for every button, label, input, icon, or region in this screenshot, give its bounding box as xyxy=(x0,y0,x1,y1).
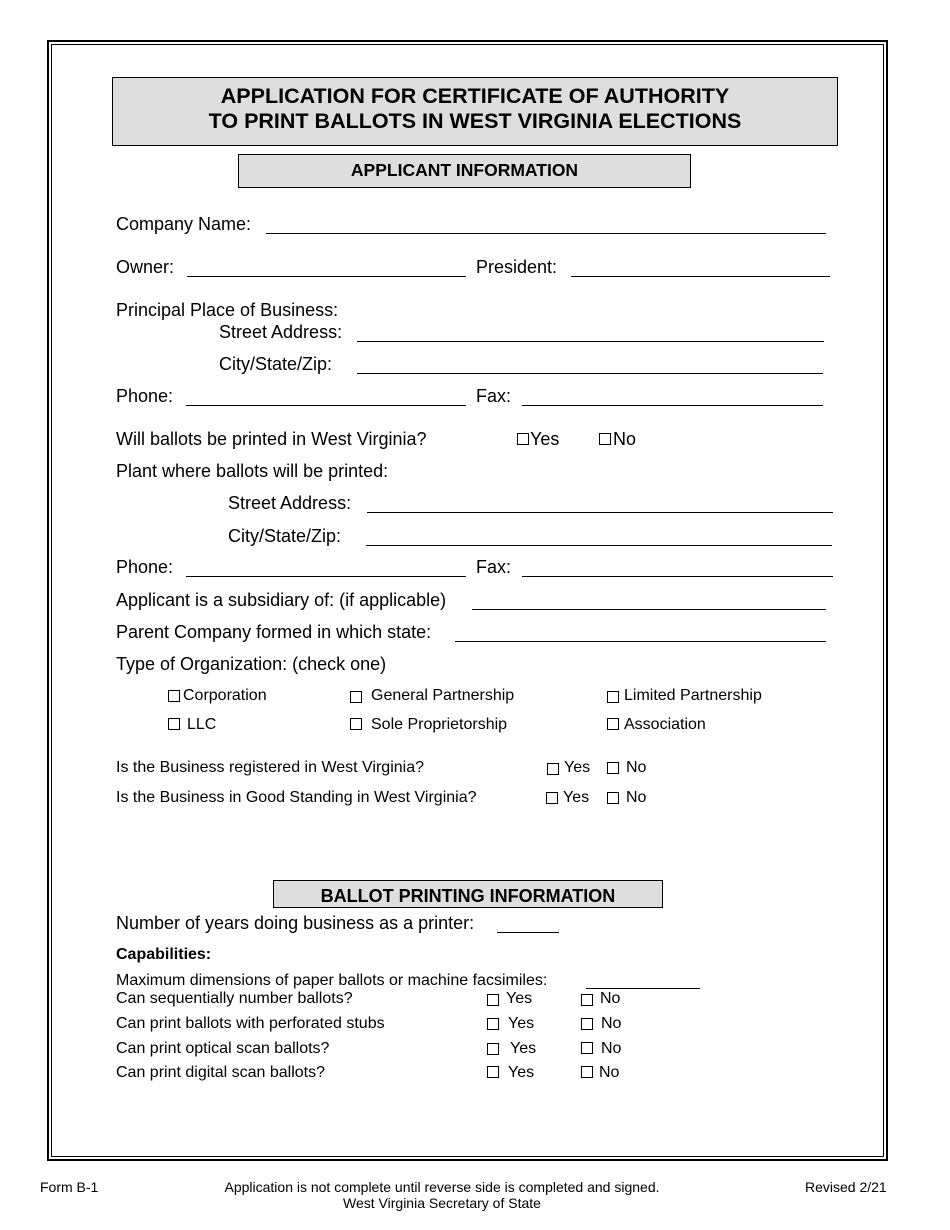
capability-question: Can sequentially number ballots? xyxy=(116,990,353,1007)
owner-field[interactable] xyxy=(187,276,466,277)
parent-state-field[interactable] xyxy=(455,641,826,642)
org-association-label: Association xyxy=(624,716,706,733)
org-sole-proprietorship-label: Sole Proprietorship xyxy=(371,716,508,733)
ballot-section-header xyxy=(273,880,663,908)
good-standing-yes-label: Yes xyxy=(563,789,590,806)
plant-city-label: City/State/Zip: xyxy=(228,526,342,546)
perforated-yes-checkbox[interactable] xyxy=(487,1018,499,1030)
org-limited-partnership-label: Limited Partnership xyxy=(624,687,762,704)
perforated-yes-label: Yes xyxy=(508,1015,535,1032)
org-sole-proprietorship-checkbox[interactable] xyxy=(350,718,362,730)
org-limited-partnership-checkbox[interactable] xyxy=(607,691,619,703)
plant-phone-label: Phone: xyxy=(116,557,174,577)
street-address-label: Street Address: xyxy=(219,322,343,342)
plant-fax-label: Fax: xyxy=(476,557,512,577)
form-title xyxy=(112,77,838,146)
sequential-yes-label: Yes xyxy=(506,990,533,1007)
years-field[interactable] xyxy=(497,932,559,933)
company-name-label: Company Name: xyxy=(116,214,252,234)
org-llc-checkbox[interactable] xyxy=(168,718,180,730)
digital-no-checkbox[interactable] xyxy=(581,1066,593,1078)
title-line-1: APPLICATION FOR CERTIFICATE OF AUTHORITY xyxy=(220,84,730,108)
org-corporation-checkbox[interactable] xyxy=(168,690,180,702)
optical-no-checkbox[interactable] xyxy=(581,1042,593,1054)
plant-street-field[interactable] xyxy=(367,512,833,513)
org-general-partnership-checkbox[interactable] xyxy=(350,691,362,703)
subsidiary-field[interactable] xyxy=(472,609,826,610)
president-field[interactable] xyxy=(571,276,830,277)
org-association-checkbox[interactable] xyxy=(607,718,619,730)
registered-no-label: No xyxy=(626,759,647,776)
printed-in-wv-no-label: No xyxy=(613,429,637,449)
max-dimensions-field[interactable] xyxy=(586,988,700,989)
fax-label: Fax: xyxy=(476,386,512,406)
good-standing-no-checkbox[interactable] xyxy=(607,792,619,804)
capabilities-heading: Capabilities: xyxy=(116,946,212,963)
owner-label: Owner: xyxy=(116,257,175,277)
city-state-zip-field[interactable] xyxy=(357,373,823,374)
applicant-section-header xyxy=(238,154,691,188)
city-state-zip-label: City/State/Zip: xyxy=(219,354,333,374)
registered-yes-checkbox[interactable] xyxy=(547,763,559,775)
digital-yes-checkbox[interactable] xyxy=(487,1066,499,1078)
footer-notice-line-1: Application is not complete until reverse side is completed and signed. xyxy=(224,1179,660,1195)
max-dimensions-label: Maximum dimensions of paper ballots or machine facsimiles: xyxy=(116,972,548,989)
org-llc-label: LLC xyxy=(187,716,217,733)
capability-question: Can print optical scan ballots? xyxy=(116,1040,330,1057)
years-label: Number of years doing business as a printer: xyxy=(116,913,475,933)
perforated-no-checkbox[interactable] xyxy=(581,1018,593,1030)
plant-city-field[interactable] xyxy=(366,545,832,546)
ballot-section-title: BALLOT PRINTING INFORMATION xyxy=(320,886,616,906)
plant-phone-field[interactable] xyxy=(186,576,466,577)
fax-field[interactable] xyxy=(522,405,823,406)
sequential-yes-checkbox[interactable] xyxy=(487,994,499,1006)
digital-yes-label: Yes xyxy=(508,1064,535,1081)
good-standing-yes-checkbox[interactable] xyxy=(546,792,558,804)
org-corporation-label: Corporation xyxy=(183,687,267,704)
parent-state-label: Parent Company formed in which state: xyxy=(116,622,432,642)
president-label: President: xyxy=(476,257,558,277)
footer-notice-line-2: West Virginia Secretary of State xyxy=(343,1195,541,1211)
printed-in-wv-yes-checkbox[interactable] xyxy=(517,433,529,445)
registered-yes-label: Yes xyxy=(564,759,591,776)
footer-notice xyxy=(0,1179,884,1211)
revision-date: Revised 2/21 xyxy=(805,1179,887,1195)
company-name-field[interactable] xyxy=(266,233,826,234)
optical-yes-label: Yes xyxy=(510,1040,537,1057)
good-standing-question: Is the Business in Good Standing in West Virginia? xyxy=(116,789,477,806)
title-line-2: TO PRINT BALLOTS IN WEST VIRGINIA ELECTIONS xyxy=(208,109,742,133)
plant-label: Plant where ballots will be printed: xyxy=(116,461,389,481)
phone-label: Phone: xyxy=(116,386,174,406)
sequential-no-checkbox[interactable] xyxy=(581,994,593,1006)
capability-question: Can print digital scan ballots? xyxy=(116,1064,326,1081)
org-type-label: Type of Organization: (check one) xyxy=(116,654,387,674)
digital-no-label: No xyxy=(599,1064,620,1081)
principal-place-label: Principal Place of Business: xyxy=(116,300,339,320)
form-id: Form B-1 xyxy=(40,1179,99,1195)
plant-street-label: Street Address: xyxy=(228,493,352,513)
printed-in-wv-yes-label: Yes xyxy=(530,429,560,449)
sequential-no-label: No xyxy=(600,990,621,1007)
optical-no-label: No xyxy=(601,1040,622,1057)
optical-yes-checkbox[interactable] xyxy=(487,1043,499,1055)
phone-field[interactable] xyxy=(186,405,466,406)
street-address-field[interactable] xyxy=(357,341,824,342)
registered-question: Is the Business registered in West Virginia? xyxy=(116,759,425,776)
capability-question: Can print ballots with perforated stubs xyxy=(116,1015,385,1032)
registered-no-checkbox[interactable] xyxy=(607,762,619,774)
perforated-no-label: No xyxy=(601,1015,622,1032)
good-standing-no-label: No xyxy=(626,789,647,806)
plant-fax-field[interactable] xyxy=(522,576,833,577)
org-general-partnership-label: General Partnership xyxy=(371,687,515,704)
subsidiary-label: Applicant is a subsidiary of: (if applicable) xyxy=(116,590,447,610)
printed-in-wv-question: Will ballots be printed in West Virginia? xyxy=(116,429,427,449)
printed-in-wv-no-checkbox[interactable] xyxy=(599,433,611,445)
applicant-section-title: APPLICANT INFORMATION xyxy=(350,160,579,180)
